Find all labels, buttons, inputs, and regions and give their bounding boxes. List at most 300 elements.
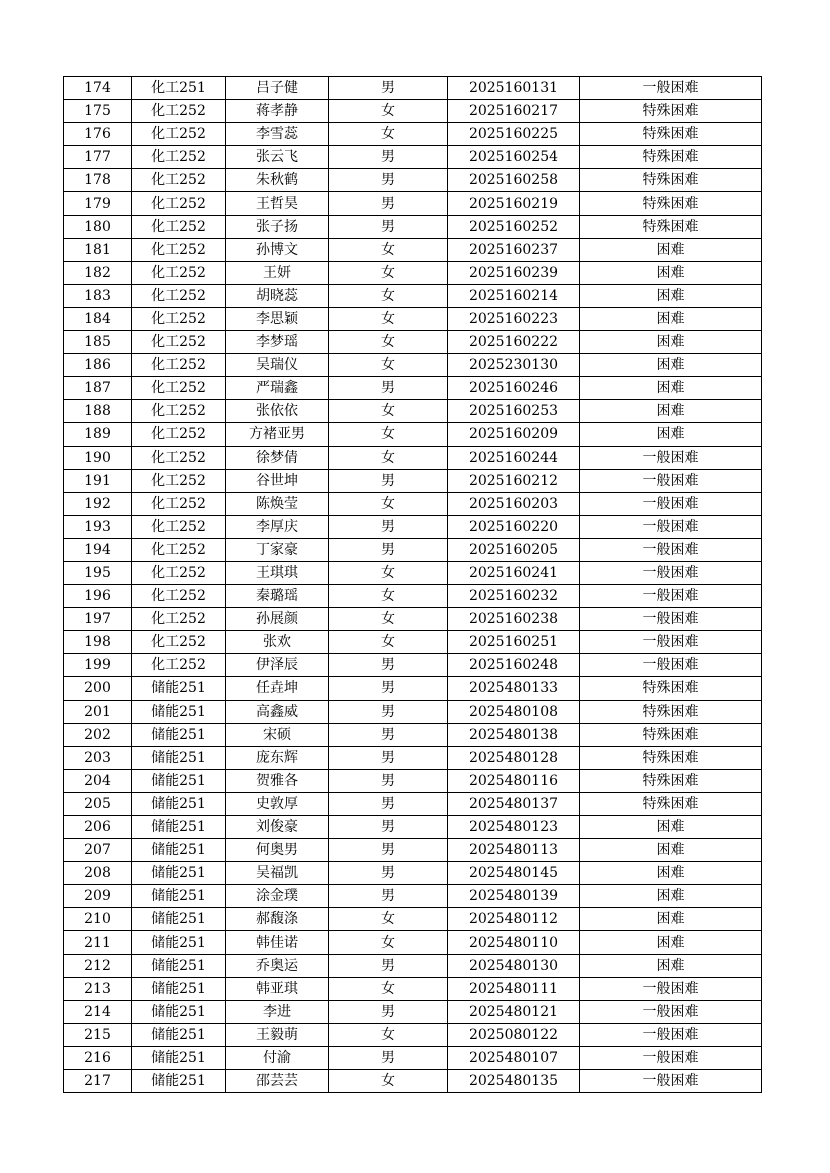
- class-name-cell: 化工252: [132, 400, 226, 423]
- class-name-cell: 化工252: [132, 538, 226, 561]
- student-name-cell: 张欢: [226, 631, 329, 654]
- student-id-cell: 2025480107: [448, 1046, 580, 1069]
- table-row: [64, 446, 762, 469]
- class-name-cell: 化工252: [132, 608, 226, 631]
- row-number-cell: 204: [64, 769, 132, 792]
- gender-cell: 女: [329, 631, 448, 654]
- student-name-cell: 李思颖: [226, 307, 329, 330]
- class-name-cell: 储能251: [132, 1046, 226, 1069]
- difficulty-level-cell: 困难: [580, 954, 762, 977]
- student-id-cell: 2025480133: [448, 677, 580, 700]
- class-name-cell: 化工252: [132, 215, 226, 238]
- difficulty-level-cell: 困难: [580, 908, 762, 931]
- difficulty-level-cell: 特殊困难: [580, 215, 762, 238]
- row-number-cell: 200: [64, 677, 132, 700]
- gender-cell: 女: [329, 354, 448, 377]
- difficulty-level-cell: 特殊困难: [580, 723, 762, 746]
- gender-cell: 女: [329, 123, 448, 146]
- student-id-cell: 2025480111: [448, 977, 580, 1000]
- row-number-cell: 190: [64, 446, 132, 469]
- difficulty-level-cell: 一般困难: [580, 492, 762, 515]
- student-id-cell: 2025160222: [448, 331, 580, 354]
- student-name-cell: 王毅萌: [226, 1023, 329, 1046]
- student-id-cell: 2025160248: [448, 654, 580, 677]
- difficulty-level-cell: 一般困难: [580, 446, 762, 469]
- student-id-cell: 2025480112: [448, 908, 580, 931]
- student-name-cell: 陈焕莹: [226, 492, 329, 515]
- student-name-cell: 朱秋鹤: [226, 169, 329, 192]
- student-id-cell: 2025160239: [448, 261, 580, 284]
- table-row: [64, 100, 762, 123]
- student-id-cell: 2025160214: [448, 284, 580, 307]
- difficulty-level-cell: 一般困难: [580, 1046, 762, 1069]
- gender-cell: 女: [329, 261, 448, 284]
- student-name-cell: 严瑞鑫: [226, 377, 329, 400]
- row-number-cell: 188: [64, 400, 132, 423]
- gender-cell: 男: [329, 77, 448, 100]
- class-name-cell: 化工252: [132, 123, 226, 146]
- difficulty-level-cell: 一般困难: [580, 631, 762, 654]
- gender-cell: 女: [329, 423, 448, 446]
- table-row: [64, 561, 762, 584]
- difficulty-level-cell: 特殊困难: [580, 146, 762, 169]
- difficulty-level-cell: 一般困难: [580, 608, 762, 631]
- table-row: [64, 492, 762, 515]
- student-id-cell: 2025480116: [448, 769, 580, 792]
- difficulty-level-cell: 困难: [580, 816, 762, 839]
- student-id-cell: 2025160254: [448, 146, 580, 169]
- class-name-cell: 储能251: [132, 1070, 226, 1093]
- student-id-cell: 2025480145: [448, 862, 580, 885]
- row-number-cell: 177: [64, 146, 132, 169]
- gender-cell: 女: [329, 307, 448, 330]
- difficulty-level-cell: 困难: [580, 862, 762, 885]
- difficulty-level-cell: 一般困难: [580, 654, 762, 677]
- student-name-cell: 涂金璞: [226, 885, 329, 908]
- row-number-cell: 196: [64, 585, 132, 608]
- student-name-cell: 吴瑞仪: [226, 354, 329, 377]
- difficulty-level-cell: 困难: [580, 839, 762, 862]
- gender-cell: 男: [329, 885, 448, 908]
- class-name-cell: 储能251: [132, 1023, 226, 1046]
- gender-cell: 男: [329, 192, 448, 215]
- student-id-cell: 2025480121: [448, 1000, 580, 1023]
- difficulty-level-cell: 特殊困难: [580, 677, 762, 700]
- gender-cell: 男: [329, 677, 448, 700]
- student-name-cell: 王妍: [226, 261, 329, 284]
- gender-cell: 女: [329, 977, 448, 1000]
- row-number-cell: 201: [64, 700, 132, 723]
- row-number-cell: 185: [64, 331, 132, 354]
- student-name-cell: 王哲昊: [226, 192, 329, 215]
- gender-cell: 男: [329, 723, 448, 746]
- student-id-cell: 2025160253: [448, 400, 580, 423]
- row-number-cell: 206: [64, 816, 132, 839]
- difficulty-level-cell: 特殊困难: [580, 100, 762, 123]
- table-row: [64, 215, 762, 238]
- student-name-cell: 宋硕: [226, 723, 329, 746]
- student-id-cell: 2025160209: [448, 423, 580, 446]
- gender-cell: 男: [329, 538, 448, 561]
- class-name-cell: 化工252: [132, 146, 226, 169]
- row-number-cell: 176: [64, 123, 132, 146]
- table-row: [64, 146, 762, 169]
- class-name-cell: 化工252: [132, 561, 226, 584]
- class-name-cell: 储能251: [132, 839, 226, 862]
- table-row: [64, 769, 762, 792]
- row-number-cell: 197: [64, 608, 132, 631]
- table-row: [64, 654, 762, 677]
- row-number-cell: 193: [64, 515, 132, 538]
- student-name-cell: 孙博文: [226, 238, 329, 261]
- class-name-cell: 储能251: [132, 931, 226, 954]
- table-row: [64, 538, 762, 561]
- row-number-cell: 183: [64, 284, 132, 307]
- gender-cell: 男: [329, 792, 448, 815]
- student-id-cell: 2025160238: [448, 608, 580, 631]
- row-number-cell: 192: [64, 492, 132, 515]
- student-name-cell: 邵芸芸: [226, 1070, 329, 1093]
- table-row: [64, 839, 762, 862]
- table-row: [64, 1023, 762, 1046]
- difficulty-level-cell: 困难: [580, 331, 762, 354]
- class-name-cell: 储能251: [132, 977, 226, 1000]
- table-row: [64, 400, 762, 423]
- student-name-cell: 王琪琪: [226, 561, 329, 584]
- student-name-cell: 高鑫威: [226, 700, 329, 723]
- table-row: [64, 931, 762, 954]
- difficulty-level-cell: 困难: [580, 931, 762, 954]
- student-id-cell: 2025480113: [448, 839, 580, 862]
- class-name-cell: 化工252: [132, 100, 226, 123]
- student-name-cell: 李梦瑶: [226, 331, 329, 354]
- difficulty-level-cell: 特殊困难: [580, 769, 762, 792]
- student-name-cell: 郝馥涤: [226, 908, 329, 931]
- student-id-cell: 2025480123: [448, 816, 580, 839]
- gender-cell: 女: [329, 1023, 448, 1046]
- row-number-cell: 208: [64, 862, 132, 885]
- student-id-cell: 2025160232: [448, 585, 580, 608]
- class-name-cell: 化工252: [132, 261, 226, 284]
- class-name-cell: 化工252: [132, 515, 226, 538]
- difficulty-level-cell: 困难: [580, 354, 762, 377]
- gender-cell: 女: [329, 561, 448, 584]
- class-name-cell: 化工252: [132, 631, 226, 654]
- table-row: [64, 515, 762, 538]
- difficulty-level-cell: 特殊困难: [580, 746, 762, 769]
- gender-cell: 男: [329, 816, 448, 839]
- row-number-cell: 191: [64, 469, 132, 492]
- student-name-cell: 韩佳诺: [226, 931, 329, 954]
- student-id-cell: 2025160258: [448, 169, 580, 192]
- gender-cell: 男: [329, 215, 448, 238]
- row-number-cell: 209: [64, 885, 132, 908]
- table-row: [64, 192, 762, 215]
- difficulty-level-cell: 一般困难: [580, 1000, 762, 1023]
- row-number-cell: 194: [64, 538, 132, 561]
- table-row: [64, 354, 762, 377]
- gender-cell: 男: [329, 169, 448, 192]
- table-row: [64, 585, 762, 608]
- row-number-cell: 215: [64, 1023, 132, 1046]
- row-number-cell: 195: [64, 561, 132, 584]
- class-name-cell: 化工252: [132, 492, 226, 515]
- student-id-cell: 2025160225: [448, 123, 580, 146]
- student-id-cell: 2025480139: [448, 885, 580, 908]
- difficulty-level-cell: 一般困难: [580, 469, 762, 492]
- difficulty-level-cell: 一般困难: [580, 538, 762, 561]
- table-row: [64, 723, 762, 746]
- row-number-cell: 214: [64, 1000, 132, 1023]
- student-name-cell: 李雪蕊: [226, 123, 329, 146]
- student-id-cell: 2025080122: [448, 1023, 580, 1046]
- row-number-cell: 178: [64, 169, 132, 192]
- gender-cell: 女: [329, 1070, 448, 1093]
- student-id-cell: 2025160220: [448, 515, 580, 538]
- gender-cell: 男: [329, 146, 448, 169]
- student-id-cell: 2025160212: [448, 469, 580, 492]
- gender-cell: 女: [329, 331, 448, 354]
- gender-cell: 男: [329, 1000, 448, 1023]
- row-number-cell: 175: [64, 100, 132, 123]
- row-number-cell: 187: [64, 377, 132, 400]
- table-row: [64, 631, 762, 654]
- table-row: [64, 816, 762, 839]
- student-id-cell: 2025160205: [448, 538, 580, 561]
- table-row: [64, 123, 762, 146]
- student-id-cell: 2025160223: [448, 307, 580, 330]
- row-number-cell: 211: [64, 931, 132, 954]
- student-id-cell: 2025160241: [448, 561, 580, 584]
- gender-cell: 男: [329, 700, 448, 723]
- difficulty-level-cell: 困难: [580, 307, 762, 330]
- class-name-cell: 化工252: [132, 423, 226, 446]
- table-row: [64, 700, 762, 723]
- student-name-cell: 乔奥运: [226, 954, 329, 977]
- class-name-cell: 储能251: [132, 862, 226, 885]
- student-name-cell: 任垚坤: [226, 677, 329, 700]
- student-name-cell: 吴福凯: [226, 862, 329, 885]
- table-row: [64, 792, 762, 815]
- gender-cell: 男: [329, 377, 448, 400]
- row-number-cell: 213: [64, 977, 132, 1000]
- student-name-cell: 谷世坤: [226, 469, 329, 492]
- difficulty-level-cell: 困难: [580, 284, 762, 307]
- student-name-cell: 何奥男: [226, 839, 329, 862]
- class-name-cell: 储能251: [132, 723, 226, 746]
- difficulty-level-cell: 困难: [580, 400, 762, 423]
- table-row: [64, 169, 762, 192]
- gender-cell: 男: [329, 469, 448, 492]
- class-name-cell: 化工252: [132, 585, 226, 608]
- student-name-cell: 韩亚琪: [226, 977, 329, 1000]
- gender-cell: 女: [329, 400, 448, 423]
- table-row: [64, 677, 762, 700]
- row-number-cell: 203: [64, 746, 132, 769]
- student-name-cell: 徐梦倩: [226, 446, 329, 469]
- table-row: [64, 885, 762, 908]
- student-id-cell: 2025480108: [448, 700, 580, 723]
- table-row: [64, 238, 762, 261]
- gender-cell: 女: [329, 100, 448, 123]
- student-name-cell: 庞东辉: [226, 746, 329, 769]
- table-row: [64, 1070, 762, 1093]
- class-name-cell: 储能251: [132, 700, 226, 723]
- difficulty-level-cell: 特殊困难: [580, 123, 762, 146]
- table-row: [64, 423, 762, 446]
- table-row: [64, 908, 762, 931]
- row-number-cell: 174: [64, 77, 132, 100]
- class-name-cell: 储能251: [132, 908, 226, 931]
- difficulty-level-cell: 一般困难: [580, 561, 762, 584]
- difficulty-level-cell: 特殊困难: [580, 792, 762, 815]
- class-name-cell: 化工252: [132, 169, 226, 192]
- gender-cell: 女: [329, 608, 448, 631]
- difficulty-level-cell: 困难: [580, 377, 762, 400]
- table-row: [64, 307, 762, 330]
- row-number-cell: 217: [64, 1070, 132, 1093]
- gender-cell: 男: [329, 1046, 448, 1069]
- student-name-cell: 孙展颜: [226, 608, 329, 631]
- class-name-cell: 化工251: [132, 77, 226, 100]
- table-row: [64, 377, 762, 400]
- table-row: [64, 261, 762, 284]
- row-number-cell: 180: [64, 215, 132, 238]
- class-name-cell: 储能251: [132, 885, 226, 908]
- student-name-cell: 李进: [226, 1000, 329, 1023]
- student-id-cell: 2025160244: [448, 446, 580, 469]
- gender-cell: 男: [329, 769, 448, 792]
- difficulty-level-cell: 特殊困难: [580, 169, 762, 192]
- student-name-cell: 张依依: [226, 400, 329, 423]
- row-number-cell: 182: [64, 261, 132, 284]
- student-name-cell: 贺雅各: [226, 769, 329, 792]
- student-id-cell: 2025480135: [448, 1070, 580, 1093]
- class-name-cell: 化工252: [132, 377, 226, 400]
- table-row: [64, 608, 762, 631]
- student-name-cell: 丁家豪: [226, 538, 329, 561]
- student-id-cell: 2025160246: [448, 377, 580, 400]
- roster-table: [63, 76, 762, 1093]
- student-name-cell: 付渝: [226, 1046, 329, 1069]
- class-name-cell: 储能251: [132, 954, 226, 977]
- student-id-cell: 2025480137: [448, 792, 580, 815]
- table-row: [64, 954, 762, 977]
- gender-cell: 男: [329, 746, 448, 769]
- gender-cell: 女: [329, 492, 448, 515]
- gender-cell: 男: [329, 515, 448, 538]
- class-name-cell: 化工252: [132, 469, 226, 492]
- student-name-cell: 李厚庆: [226, 515, 329, 538]
- gender-cell: 女: [329, 585, 448, 608]
- student-name-cell: 伊泽辰: [226, 654, 329, 677]
- class-name-cell: 储能251: [132, 677, 226, 700]
- difficulty-level-cell: 困难: [580, 885, 762, 908]
- student-id-cell: 2025160217: [448, 100, 580, 123]
- table-row: [64, 977, 762, 1000]
- student-name-cell: 蒋孝静: [226, 100, 329, 123]
- row-number-cell: 205: [64, 792, 132, 815]
- row-number-cell: 181: [64, 238, 132, 261]
- class-name-cell: 化工252: [132, 446, 226, 469]
- row-number-cell: 198: [64, 631, 132, 654]
- student-name-cell: 吕子健: [226, 77, 329, 100]
- student-name-cell: 刘俊豪: [226, 816, 329, 839]
- gender-cell: 女: [329, 908, 448, 931]
- table-row: [64, 862, 762, 885]
- class-name-cell: 化工252: [132, 331, 226, 354]
- table-row: [64, 746, 762, 769]
- row-number-cell: 184: [64, 307, 132, 330]
- class-name-cell: 储能251: [132, 769, 226, 792]
- difficulty-level-cell: 一般困难: [580, 1023, 762, 1046]
- difficulty-level-cell: 一般困难: [580, 977, 762, 1000]
- class-name-cell: 化工252: [132, 192, 226, 215]
- class-name-cell: 储能251: [132, 816, 226, 839]
- class-name-cell: 储能251: [132, 792, 226, 815]
- difficulty-level-cell: 困难: [580, 238, 762, 261]
- class-name-cell: 化工252: [132, 307, 226, 330]
- difficulty-level-cell: 特殊困难: [580, 192, 762, 215]
- gender-cell: 女: [329, 931, 448, 954]
- student-id-cell: 2025480138: [448, 723, 580, 746]
- gender-cell: 男: [329, 862, 448, 885]
- difficulty-level-cell: 一般困难: [580, 585, 762, 608]
- student-id-cell: 2025480128: [448, 746, 580, 769]
- student-id-cell: 2025160219: [448, 192, 580, 215]
- gender-cell: 男: [329, 839, 448, 862]
- row-number-cell: 202: [64, 723, 132, 746]
- roster-body: [64, 77, 762, 1093]
- student-name-cell: 方褚亚男: [226, 423, 329, 446]
- class-name-cell: 储能251: [132, 746, 226, 769]
- student-id-cell: 2025160203: [448, 492, 580, 515]
- difficulty-level-cell: 特殊困难: [580, 700, 762, 723]
- student-name-cell: 秦璐瑶: [226, 585, 329, 608]
- gender-cell: 女: [329, 284, 448, 307]
- gender-cell: 女: [329, 446, 448, 469]
- table-row: [64, 77, 762, 100]
- student-name-cell: 史敦厚: [226, 792, 329, 815]
- gender-cell: 男: [329, 954, 448, 977]
- difficulty-level-cell: 一般困难: [580, 515, 762, 538]
- table-row: [64, 331, 762, 354]
- student-id-cell: 2025160252: [448, 215, 580, 238]
- row-number-cell: 207: [64, 839, 132, 862]
- row-number-cell: 216: [64, 1046, 132, 1069]
- student-name-cell: 张子扬: [226, 215, 329, 238]
- difficulty-level-cell: 一般困难: [580, 1070, 762, 1093]
- student-id-cell: 2025160237: [448, 238, 580, 261]
- table-row: [64, 284, 762, 307]
- row-number-cell: 179: [64, 192, 132, 215]
- table-row: [64, 469, 762, 492]
- difficulty-level-cell: 困难: [580, 261, 762, 284]
- row-number-cell: 212: [64, 954, 132, 977]
- student-id-cell: 2025160251: [448, 631, 580, 654]
- class-name-cell: 化工252: [132, 238, 226, 261]
- class-name-cell: 储能251: [132, 1000, 226, 1023]
- gender-cell: 女: [329, 238, 448, 261]
- difficulty-level-cell: 一般困难: [580, 77, 762, 100]
- student-name-cell: 胡晓蕊: [226, 284, 329, 307]
- class-name-cell: 化工252: [132, 654, 226, 677]
- student-id-cell: 2025480110: [448, 931, 580, 954]
- row-number-cell: 199: [64, 654, 132, 677]
- row-number-cell: 186: [64, 354, 132, 377]
- class-name-cell: 化工252: [132, 284, 226, 307]
- class-name-cell: 化工252: [132, 354, 226, 377]
